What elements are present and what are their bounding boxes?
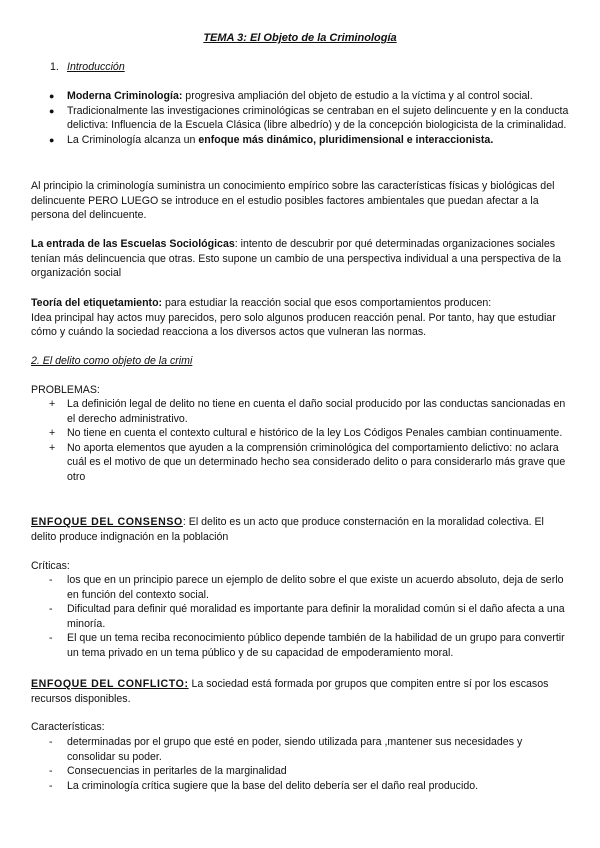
bold-term: La entrada de las Escuelas Sociológicas [31, 238, 235, 250]
conflicto-paragraph [31, 677, 571, 706]
list-item [31, 764, 571, 779]
item-text: los que en un principio parece un ejemplo de delito sobre el que existe un acuerdo absoluto, deja de serlo en función del contexto social. [67, 574, 564, 601]
section-1-heading [31, 60, 571, 75]
problemas-list [31, 397, 571, 485]
escuelas-paragraph [31, 237, 571, 281]
dash-marker: - [49, 632, 53, 645]
caracteristicas-list [31, 735, 571, 793]
plus-marker: + [49, 398, 56, 410]
paragraph-text: La sociedad está formada por grupos que compiten entre sí por los escasos recursos disponibles. [31, 678, 549, 705]
etiquetamiento-paragraph [31, 296, 571, 340]
criticas-list [31, 573, 571, 661]
item-text: La Criminología alcanza un [67, 133, 199, 146]
consenso-paragraph [31, 515, 571, 544]
plus-marker: + [49, 427, 56, 440]
bold-term: Moderna Criminología: [67, 90, 183, 102]
paragraph-text: para estudiar la reacción social que esos comportamientos producen: [162, 297, 492, 309]
list-item [31, 735, 571, 764]
list-item [31, 779, 571, 794]
bullet-marker: ● [49, 105, 55, 116]
item-text: Tradicionalmente las investigaciones criminológicas se centraban en el sujeto delincuente y en la conducta delictiva: Influencia de la Escuela Clásica (libre albedrío) y de la concepción biologicista de la criminalidad. [67, 104, 569, 132]
dash-marker: - [49, 574, 53, 586]
list-item [31, 426, 571, 441]
bold-term: Teoría del etiquetamiento: [31, 297, 163, 309]
dash-marker: - [49, 765, 53, 778]
section-number: 1. [50, 61, 59, 73]
section-2-heading: 2. El delito como objeto de la crimi [31, 355, 193, 367]
item-text: No tiene en cuenta el contexto cultural e histórico de la ley Los Códigos Penales cambian continuamente. [67, 427, 563, 440]
document-title: TEMA 3: El Objeto de la Criminología [203, 32, 397, 44]
list-item [31, 397, 571, 426]
item-text: El que un tema reciba reconocimiento público depende también de la habilidad de un grupo para convertir un tema privado en un tema público y de su capacidad de empoderamiento moral. [67, 632, 565, 659]
criticas-label: Críticas: [31, 560, 70, 572]
conflicto-heading: ENFOQUE DEL CONFLICTO: [31, 678, 189, 690]
bullet-marker: ● [49, 91, 55, 101]
list-item [31, 602, 571, 631]
problemas-label: PROBLEMAS: [31, 384, 100, 396]
caracteristicas-label: Características: [31, 721, 105, 733]
section-title: Introducción [67, 61, 125, 73]
item-text: Consecuencias in peritarles de la marginalidad [67, 765, 287, 778]
dash-marker: - [49, 736, 53, 748]
dash-marker: - [49, 603, 53, 616]
intro-paragraph: Al principio la criminología suministra un conocimiento empírico sobre las características físicas y biológicas del delincuente PERO LUEGO se introduce en el estudio posibles factores ambientales que puedan afectar a la persona del delincuente. [31, 180, 555, 222]
item-text: Dificultad para definir qué moralidad es importante para definir la moralidad común si el daño afecta a una minoría. [67, 603, 565, 630]
paragraph-text: : El delito es un acto que produce consternación en la moralidad colectiva. El delito produce indignación en la población [31, 516, 544, 543]
bullet-marker: ● [49, 134, 55, 145]
item-text: La criminología crítica sugiere que la base del delito debería ser el daño real producido. [67, 779, 479, 792]
plus-marker: + [49, 441, 56, 454]
paragraph-line [31, 296, 571, 311]
paragraph-text: Idea principal hay actos muy parecidos, pero solo algunos producen reacción penal. Por tanto, hay que estudiar cómo y cuándo la sociedad reacciona a los diversos actos que vulneran las normas. [31, 311, 556, 339]
paragraph-text: : intento de descubrir por qué determinadas organizaciones sociales tenían más delincuencia que otras. Esto supone un cambio de una perspectiva individual a una perspectiva de la organización social [31, 238, 562, 280]
item-text: progresiva ampliación del objeto de estudio a la víctima y al control social. [182, 90, 533, 102]
list-item [31, 573, 571, 602]
list-item [31, 89, 571, 104]
list-item [31, 133, 571, 148]
item-text: La definición legal de delito no tiene en cuenta el daño social producido por las conductas sancionadas en el derecho administrativo. [67, 398, 566, 425]
consenso-heading: ENFOQUE DEL CONSENSO [31, 516, 183, 528]
list-item [31, 441, 571, 485]
list-item [31, 631, 571, 660]
item-text: determinadas por el grupo que esté en poder, siendo utilizada para ,mantener sus necesidades y consolidar su poder. [67, 736, 523, 763]
intro-bullet-list [31, 89, 571, 147]
list-item [31, 104, 571, 133]
dash-marker: - [49, 779, 53, 792]
item-text: No aporta elementos que ayuden a la comprensión criminológica del comportamiento delictivo: no aclara cuál es el motivo de que un determinado hecho sea considerado delito o para considerarlo más grave que otro [67, 441, 566, 483]
bold-term: enfoque más dinámico, pluridimensional e interaccionista. [198, 133, 494, 146]
